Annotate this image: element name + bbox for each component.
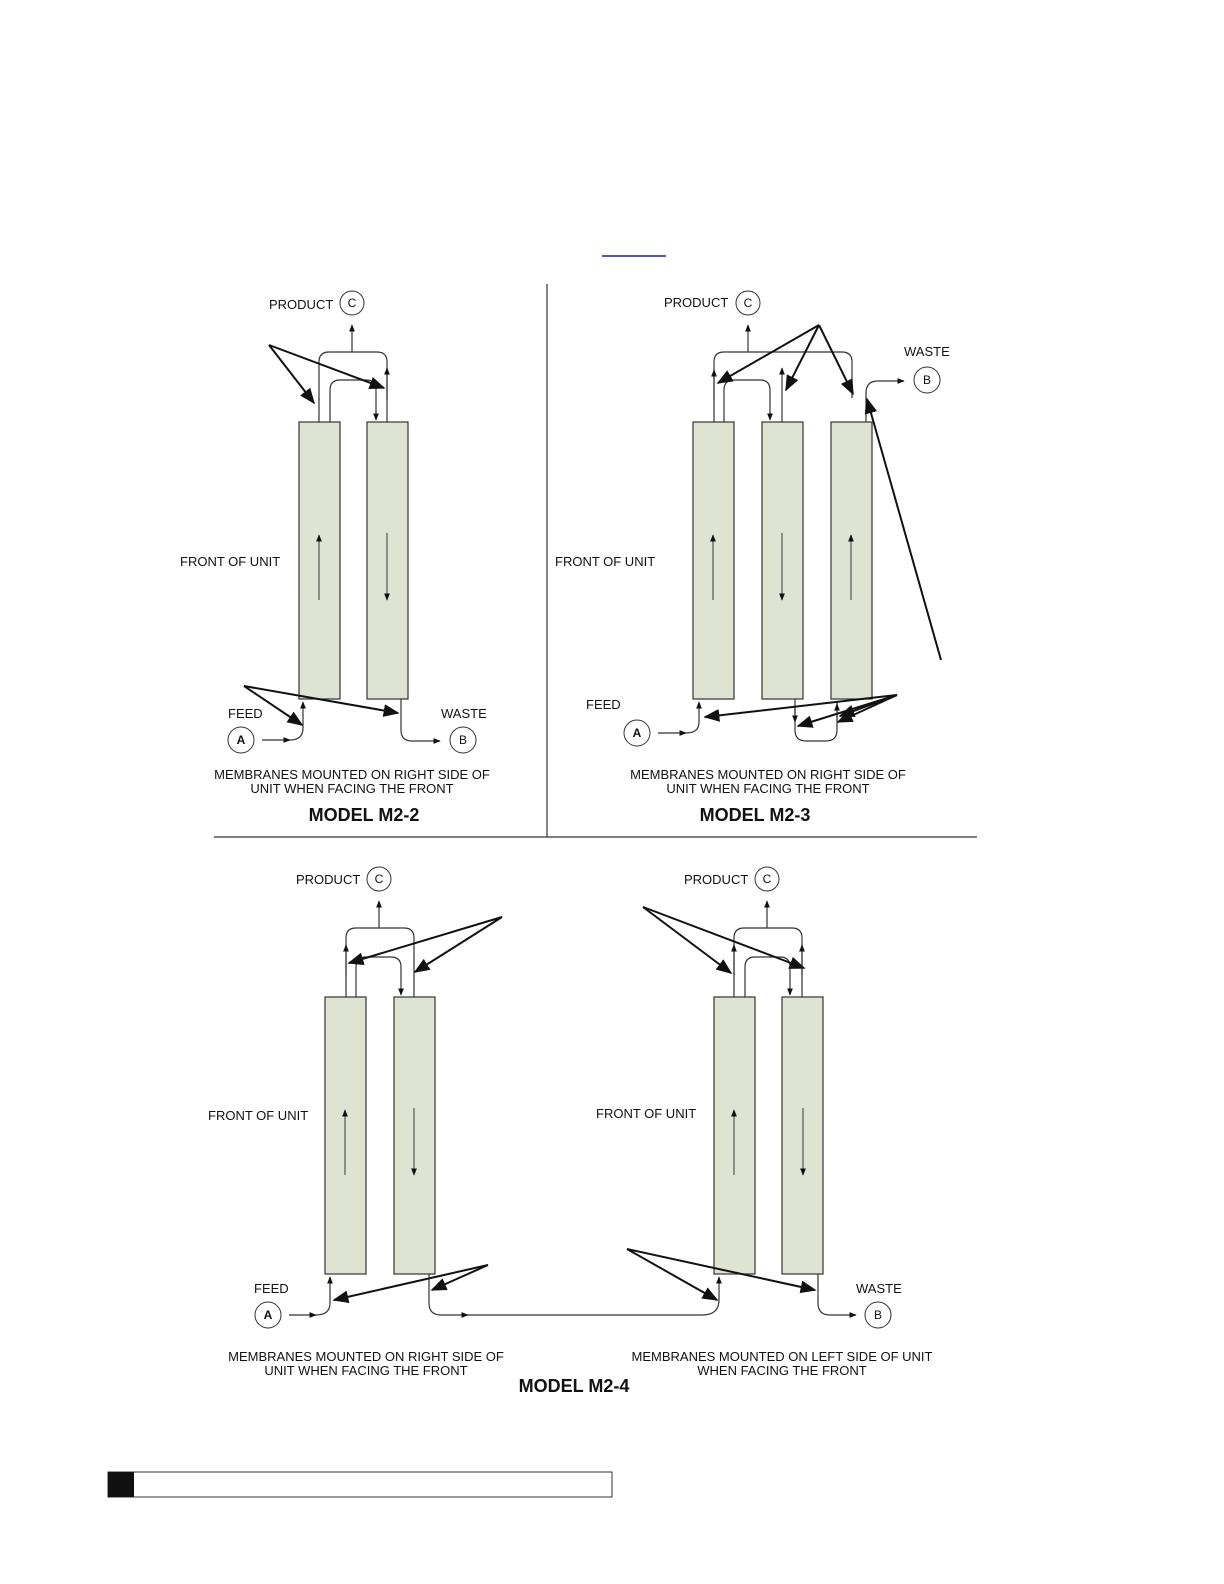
- panel-m2-4-right: [596, 867, 933, 1378]
- port-b-label: B: [458, 733, 468, 747]
- waste-label: WASTE: [904, 344, 950, 359]
- waste-port-b: [914, 367, 940, 393]
- port-b-label: B: [922, 373, 932, 387]
- caption-line-1: MEMBRANES MOUNTED ON LEFT SIDE OF UNIT: [631, 1349, 933, 1364]
- port-a-label: A: [236, 733, 246, 747]
- port-b-label: B: [873, 1308, 883, 1322]
- feed-label: FEED: [586, 697, 621, 712]
- product-label: PRODUCT: [269, 297, 334, 312]
- front-of-unit-label: FRONT OF UNIT: [555, 554, 656, 569]
- panel-m2-2: [180, 291, 490, 825]
- caption-line-1: MEMBRANES MOUNTED ON RIGHT SIDE OF: [228, 1349, 504, 1364]
- port-a-label: A: [263, 1308, 273, 1322]
- port-c-label: C: [743, 296, 753, 310]
- panel-m2-4-left: [208, 867, 702, 1378]
- product-port-c: [755, 867, 779, 891]
- front-of-unit-label: FRONT OF UNIT: [180, 554, 281, 569]
- caption-line-1: MEMBRANES MOUNTED ON RIGHT SIDE OF: [630, 767, 906, 782]
- model-m2-4-title: MODEL M2-4: [518, 1376, 630, 1396]
- port-c-label: C: [762, 872, 772, 886]
- waste-port-b: [450, 727, 476, 753]
- product-label: PRODUCT: [664, 295, 729, 310]
- waste-port-b: [865, 1302, 891, 1328]
- caption-line-2: UNIT WHEN FACING THE FRONT: [666, 781, 870, 796]
- model-title: MODEL M2-3: [699, 805, 811, 825]
- product-label: PRODUCT: [296, 872, 361, 887]
- feed-port-a: [624, 720, 650, 746]
- model-title: MODEL M2-2: [308, 805, 420, 825]
- waste-label: WASTE: [441, 706, 487, 721]
- caption-line-2: WHEN FACING THE FRONT: [697, 1363, 867, 1378]
- feed-port-a: [255, 1302, 281, 1328]
- port-c-label: C: [347, 296, 357, 310]
- caption-line-2: UNIT WHEN FACING THE FRONT: [264, 1363, 468, 1378]
- front-of-unit-label: FRONT OF UNIT: [208, 1108, 309, 1123]
- port-a-label: A: [632, 726, 642, 740]
- panel-m2-3: [555, 291, 950, 825]
- product-port-c: [736, 291, 760, 315]
- port-c-label: C: [374, 872, 384, 886]
- product-port-c: [340, 291, 364, 315]
- product-port-c: [367, 867, 391, 891]
- caption-line-1: MEMBRANES MOUNTED ON RIGHT SIDE OF: [214, 767, 490, 782]
- front-of-unit-label: FRONT OF UNIT: [596, 1106, 697, 1121]
- waste-label: WASTE: [856, 1281, 902, 1296]
- footer-bar: [108, 1472, 612, 1497]
- footer-marker: [108, 1472, 134, 1497]
- feed-label: FEED: [228, 706, 263, 721]
- caption-line-2: UNIT WHEN FACING THE FRONT: [250, 781, 454, 796]
- feed-label: FEED: [254, 1281, 289, 1296]
- feed-port-a: [228, 727, 254, 753]
- product-label: PRODUCT: [684, 872, 749, 887]
